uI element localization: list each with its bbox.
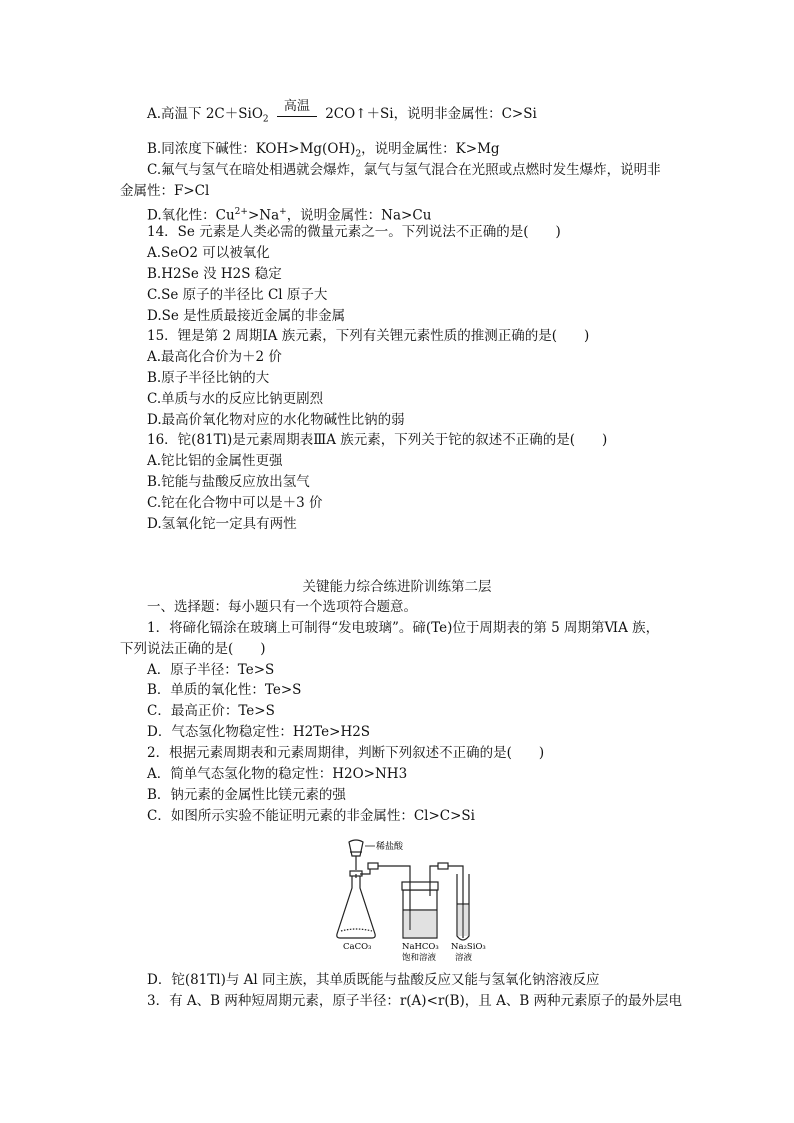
bottle-label-1: NaHCO₃ (402, 942, 439, 952)
q13-option-c-line1: C.氟气与氢气在暗处相遇就会爆炸，氯气与氢气混合在光照或点燃时发生爆炸，说明非 (147, 162, 661, 178)
s1-option-d: D．气态氢化物稳定性：H2Te>H2S (147, 724, 371, 740)
q13-option-b: B.同浓度下碱性：$KOH>Mg(OH)_2$，说明金属性：K>Mg (147, 141, 500, 160)
s2-option-b: B．钠元素的金属性比镁元素的强 (147, 787, 346, 803)
q14-option-b: B.H2Se 没 H2S 稳定 (147, 266, 282, 282)
bottle-liquid (404, 911, 436, 937)
tube-label-2: 溶液 (455, 953, 473, 963)
section-title: 关键能力综合练进阶训练第二层 (302, 579, 492, 595)
tube-label-1: Na₂SiO₃ (451, 942, 486, 952)
q15-option-c: C.单质与水的反应比钠更剧烈 (147, 391, 324, 407)
q15-option-b: B.原子半径比钠的大 (147, 370, 270, 386)
rubber-joint-1 (368, 863, 378, 869)
s2-option-d: D．铊(81Tl)与 Al 同主族，其单质既能与盐酸反应又能与氢氧化钠溶液反应 (147, 972, 600, 988)
separatory-funnel (349, 840, 363, 856)
s1-stem-line1: 1．将碲化镉涂在玻璃上可制得“发电玻璃”。碲(Te)位于周期表的第 5 周期第ⅥA 族， (147, 620, 660, 636)
q14-stem: 14．Se 元素是人类必需的微量元素之一。下列说法不正确的是( ) (147, 224, 561, 240)
q16-option-c: C.铊在化合物中可以是＋3 价 (147, 495, 323, 511)
q15-option-a: A.最高化合价为＋2 价 (147, 349, 282, 365)
s1-option-c: C．最高正价：Te>S (147, 703, 275, 719)
section-instruction: 一、选择题：每小题只有一个选项符合题意。 (147, 599, 417, 615)
flask-label: CaCO₃ (343, 942, 372, 952)
q16-option-b: B.铊能与盐酸反应放出氢气 (147, 474, 310, 490)
s2-stem: 2．根据元素周期表和元素周期律，判断下列叙述不正确的是( ) (147, 745, 545, 761)
q16-stem: 16．铊(81Tl)是元素周期表ⅢA 族元素，下列关于铊的叙述不正确的是( ) (147, 432, 608, 448)
q14-option-d: D.Se 是性质最接近金属的非金属 (147, 308, 346, 324)
q13-option-c-line2: 金属性：F>Cl (120, 183, 210, 199)
q15-stem: 15．锂是第 2 周期ⅠA 族元素，下列有关锂元素性质的推测正确的是( ) (147, 328, 590, 344)
reaction-arrow-bar (277, 116, 317, 117)
q14-option-c: C.Se 原子的半径比 Cl 原子大 (147, 287, 328, 303)
conical-flask (337, 874, 375, 938)
q16-option-d: D.氢氧化铊一定具有两性 (147, 516, 297, 532)
s1-option-a: A．原子半径：Te>S (147, 662, 275, 678)
tube-liquid (458, 905, 468, 936)
s2-option-c: C．如图所示实验不能证明元素的非金属性：Cl>C>Si (147, 808, 475, 824)
q13-option-d: D.氧化性：$Cu^{2+}>Na^+$，说明金属性：Na>Cu (147, 207, 432, 224)
acid-label: 稀盐酸 (376, 842, 404, 852)
q13-option-a: A.高温下 2C＋SiO$_2$ 高温 2CO↑＋Si，说明非金属性：C>Si (147, 99, 537, 125)
experiment-apparatus-figure (335, 838, 495, 968)
s1-stem-line2: 下列说法正确的是( ) (120, 641, 266, 657)
s2-option-a: A．简单气态氢化物的稳定性：H2O>NH3 (147, 766, 408, 782)
rubber-joint-2 (438, 863, 448, 869)
q15-option-d: D.最高价氧化物对应的水化物碱性比钠的弱 (147, 412, 405, 428)
bottle-stopper (402, 882, 438, 890)
flask-solid (341, 929, 372, 931)
s1-option-b: B．单质的氧化性：Te>S (147, 682, 302, 698)
bottle-label-2: 饱和溶液 (402, 953, 437, 963)
q16-option-a: A.铊比铝的金属性更强 (147, 453, 283, 469)
q14-option-a: A.SeO2 可以被氧化 (147, 245, 270, 261)
reaction-condition: 高温 (277, 100, 317, 117)
s3-stem: 3．有 A、B 两种短周期元素，原子半径：r(A)<r(B)，且 A、B 两种元素原子的最外层电 (147, 993, 683, 1009)
